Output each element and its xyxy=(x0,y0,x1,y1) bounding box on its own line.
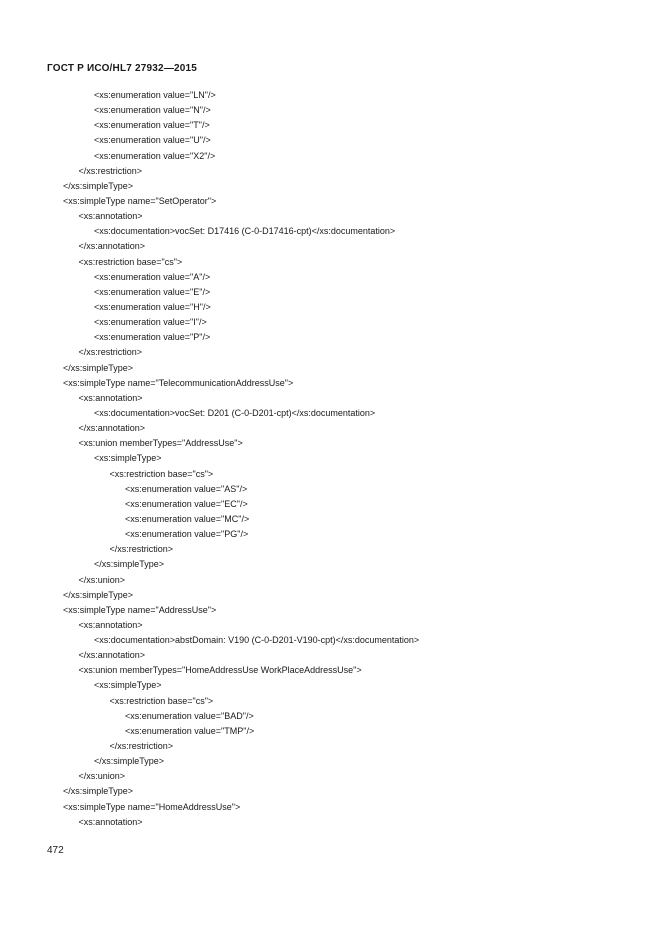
code-line: </xs:restriction> xyxy=(109,544,174,555)
code-line: <xs:enumeration value="BAD"/> xyxy=(125,710,254,721)
code-line: </xs:annotation> xyxy=(78,423,146,434)
code-line: <xs:restriction base="cs"> xyxy=(109,468,214,479)
code-line: <xs:simpleType> xyxy=(94,453,162,464)
code-line: <xs:enumeration value="T"/> xyxy=(94,120,210,131)
code-line: <xs:annotation> xyxy=(78,211,143,222)
code-line: </xs:simpleType> xyxy=(94,756,165,767)
code-line: </xs:simpleType> xyxy=(94,559,165,570)
code-line: <xs:enumeration value="LN"/> xyxy=(94,90,216,100)
code-line: <xs:enumeration value="MC"/> xyxy=(125,513,250,524)
page-number: 472 xyxy=(47,845,64,856)
code-line: <xs:documentation>vocSet: D201 (C-0-D201-cpt)</xs:documentation> xyxy=(94,407,376,418)
code-line: <xs:enumeration value="PG"/> xyxy=(125,529,249,540)
code-line: </xs:restriction> xyxy=(78,347,143,358)
code-line: </xs:simpleType> xyxy=(63,180,134,191)
code-line: </xs:annotation> xyxy=(78,650,146,661)
code-line: <xs:enumeration value="A"/> xyxy=(94,271,211,282)
code-line: </xs:union> xyxy=(78,574,126,585)
code-line: <xs:enumeration value="X2"/> xyxy=(94,150,216,161)
code-line: <xs:restriction base="cs"> xyxy=(109,695,214,706)
code-line: <xs:enumeration value="TMP"/> xyxy=(125,725,255,736)
code-line: <xs:annotation> xyxy=(78,392,143,403)
code-line: <xs:simpleType name="HomeAddressUse"> xyxy=(63,801,241,812)
code-line: <xs:annotation> xyxy=(78,816,143,827)
code-line: </xs:union> xyxy=(78,771,126,782)
xml-code-listing xyxy=(0,88,661,830)
code-line: <xs:enumeration value="AS"/> xyxy=(125,483,248,494)
code-line: <xs:enumeration value="U"/> xyxy=(94,135,211,146)
document-header: ГОСТ Р ИСО/HL7 27932—2015 xyxy=(47,63,198,74)
code-line: <xs:simpleType name="SetOperator"> xyxy=(63,195,217,206)
code-line: <xs:union memberTypes="AddressUse"> xyxy=(78,438,243,449)
code-line: <xs:enumeration value="H"/> xyxy=(94,301,211,312)
code-line: </xs:simpleType> xyxy=(63,786,134,797)
code-line: <xs:simpleType> xyxy=(94,680,162,691)
code-line: <xs:enumeration value="I"/> xyxy=(94,317,207,328)
code-line: <xs:annotation> xyxy=(78,619,143,630)
code-line: <xs:simpleType name="TelecommunicationAddressUse"> xyxy=(63,377,294,388)
code-line: <xs:simpleType name="AddressUse"> xyxy=(63,604,217,615)
code-line: <xs:enumeration value="P"/> xyxy=(94,332,211,343)
code-line: <xs:enumeration value="N"/> xyxy=(94,105,211,116)
code-line: </xs:annotation> xyxy=(78,241,146,252)
code-line: <xs:union memberTypes="HomeAddressUse WorkPlaceAddressUse"> xyxy=(78,665,362,676)
code-line: </xs:restriction> xyxy=(78,165,143,176)
code-line: <xs:restriction base="cs"> xyxy=(78,256,183,267)
code-line: <xs:documentation>abstDomain: V190 (C-0-D201-V190-cpt)</xs:documentation> xyxy=(94,635,420,646)
code-line: <xs:enumeration value="E"/> xyxy=(94,286,211,297)
code-line: </xs:simpleType> xyxy=(63,589,134,600)
code-line: </xs:simpleType> xyxy=(63,362,134,373)
code-line: <xs:documentation>vocSet: D17416 (C-0-D17416-cpt)</xs:documentation> xyxy=(94,226,396,237)
code-line: </xs:restriction> xyxy=(109,741,174,752)
code-line: <xs:enumeration value="EC"/> xyxy=(125,498,248,509)
